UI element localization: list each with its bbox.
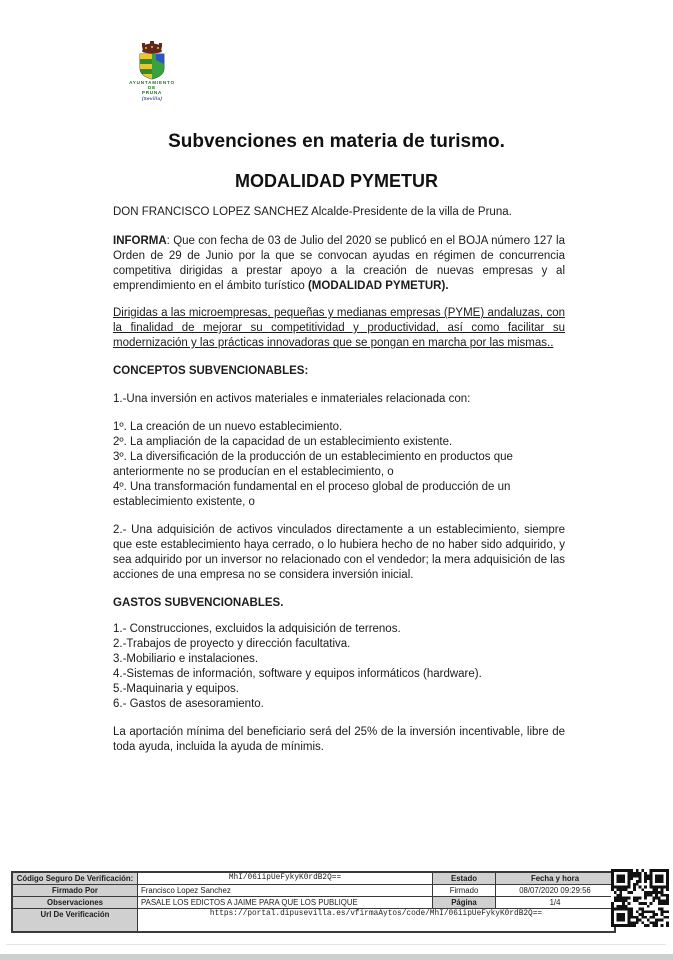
coat-of-arms-icon xyxy=(120,40,184,80)
url-value-cell: https://portal.dipusevilla.es/vfirmaAytos/code/MhI/06iipUeFykyK0rdB2Q== xyxy=(138,909,616,933)
closing-paragraph: La aportación mínima del beneficiario será del 25% de la inversión incentivable, libre de toda ayuda, incluida la ayuda de mínimis. xyxy=(113,726,565,753)
table-row xyxy=(12,897,615,909)
gastos-item: 2.-Trabajos de proyecto y dirección facultativa. xyxy=(113,638,351,650)
table-row xyxy=(12,909,615,933)
fecha-header-cell: Fecha y hora xyxy=(496,872,616,885)
pagina-label-cell: Página xyxy=(433,897,496,909)
url-label-cell: Url De Verificación xyxy=(12,909,138,933)
firmado-value-cell: Francisco Lopez Sanchez xyxy=(138,885,433,897)
logo-text-line3: PRUNA xyxy=(141,90,163,96)
conceptos-heading: CONCEPTOS SUBVENCIONABLES: xyxy=(113,365,309,377)
informa-paragraph xyxy=(113,234,565,294)
csv-value-cell: MhI/06iipUeFykyK0rdB2Q== xyxy=(138,872,433,885)
qr-code-image xyxy=(611,869,669,927)
mayor-intro-line: DON FRANCISCO LOPEZ SANCHEZ Alcalde-Presidente de la villa de Pruna. xyxy=(113,206,512,218)
gastos-item: 5.-Maquinaria y equipos. xyxy=(113,683,239,695)
informa-bold-end: (MODALIDAD PYMETUR). xyxy=(307,280,449,292)
qr-code-svg xyxy=(611,869,669,927)
conceptos-item: 3º. La diversificación de la producción de un establecimiento en productos que anteriormente no se producían en el establecimiento, o xyxy=(113,451,513,478)
firmado-label-cell: Firmado Por xyxy=(12,885,138,897)
table-row xyxy=(12,885,615,897)
scan-artifact-line xyxy=(6,944,666,945)
gastos-item: 4.-Sistemas de información, software y equipos informáticos (hardware). xyxy=(113,668,482,680)
municipal-logo xyxy=(120,40,184,101)
verification-table xyxy=(11,871,616,933)
observaciones-value-cell: PASALE LOS EDICTOS A JAIME PARA QUE LOS PUBLIQUE xyxy=(138,897,433,909)
estado-header-cell: Estado xyxy=(433,872,496,885)
informa-body: : Que con fecha de 03 de Julio del 2020 se publicó en el BOJA número 127 la Orden de 29 de Junio por la que se convocan ayudas en régimen de concurrencia competitiva dirigidas a prestar apoyo a la creación de nuevas empresas y al emprendimiento en el ámbito turístico xyxy=(113,235,565,292)
conceptos-item: 1º. La creación de un nuevo establecimiento. xyxy=(113,421,343,433)
page-bottom-edge xyxy=(0,954,673,960)
logo-text-line2: DE xyxy=(148,85,156,91)
gastos-item: 6.- Gastos de asesoramiento. xyxy=(113,698,264,710)
estado-value-cell: Firmado xyxy=(433,885,496,897)
table-row xyxy=(12,872,615,885)
gastos-item: 1.- Construcciones, excluidos la adquisición de terrenos. xyxy=(113,623,401,635)
gastos-item: 3.-Mobiliario e instalaciones. xyxy=(113,653,259,665)
document-title: Subvenciones en materia de turismo. xyxy=(168,131,505,152)
observaciones-label-cell: Observaciones xyxy=(12,897,138,909)
logo-text-line1: AYUNTAMIENTO xyxy=(129,80,175,85)
conceptos-item: 4º. Una transformación fundamental en el proceso global de producción de un establecimiento existente, o xyxy=(113,481,511,508)
fecha-value-cell: 08/07/2020 09:29:56 xyxy=(496,885,616,897)
informa-label: INFORMA xyxy=(113,235,167,247)
logo-text-line4: (Sevilla) xyxy=(141,95,163,101)
conceptos-intro: 1.-Una inversión en activos materiales e inmateriales relacionada con: xyxy=(113,393,471,405)
conceptos-item: 2º. La ampliación de la capacidad de un establecimiento existente. xyxy=(113,436,453,448)
csv-label-cell: Código Seguro De Verificación: xyxy=(12,872,138,885)
dirigidas-paragraph: Dirigidas a las microempresas, pequeñas y medianas empresas (PYME) andaluzas, con la finalidad de mejorar su competitividad y productividad, así como facilitar su modernización y las prácticas innovadoras que se pongan en marcha por las mismas.. xyxy=(113,307,565,349)
gastos-heading: GASTOS SUBVENCIONABLES. xyxy=(113,597,284,609)
document-subtitle: MODALIDAD PYMETUR xyxy=(235,171,438,191)
conceptos-paragraph-2: 2.- Una adquisición de activos vinculados directamente a un establecimiento, siempre que este establecimiento haya cerrado, o lo hubiera hecho de no haber sido adquirido, y sea adquirido por un inversor no relacionado con el vendedor; la mera adquisición de las acciones de una empresa no se considera inversión inicial. xyxy=(113,524,565,581)
gastos-list xyxy=(113,622,565,712)
document-body xyxy=(113,205,565,755)
conceptos-ordinal-list xyxy=(113,420,565,510)
pagina-value-cell: 1/4 xyxy=(496,897,616,909)
